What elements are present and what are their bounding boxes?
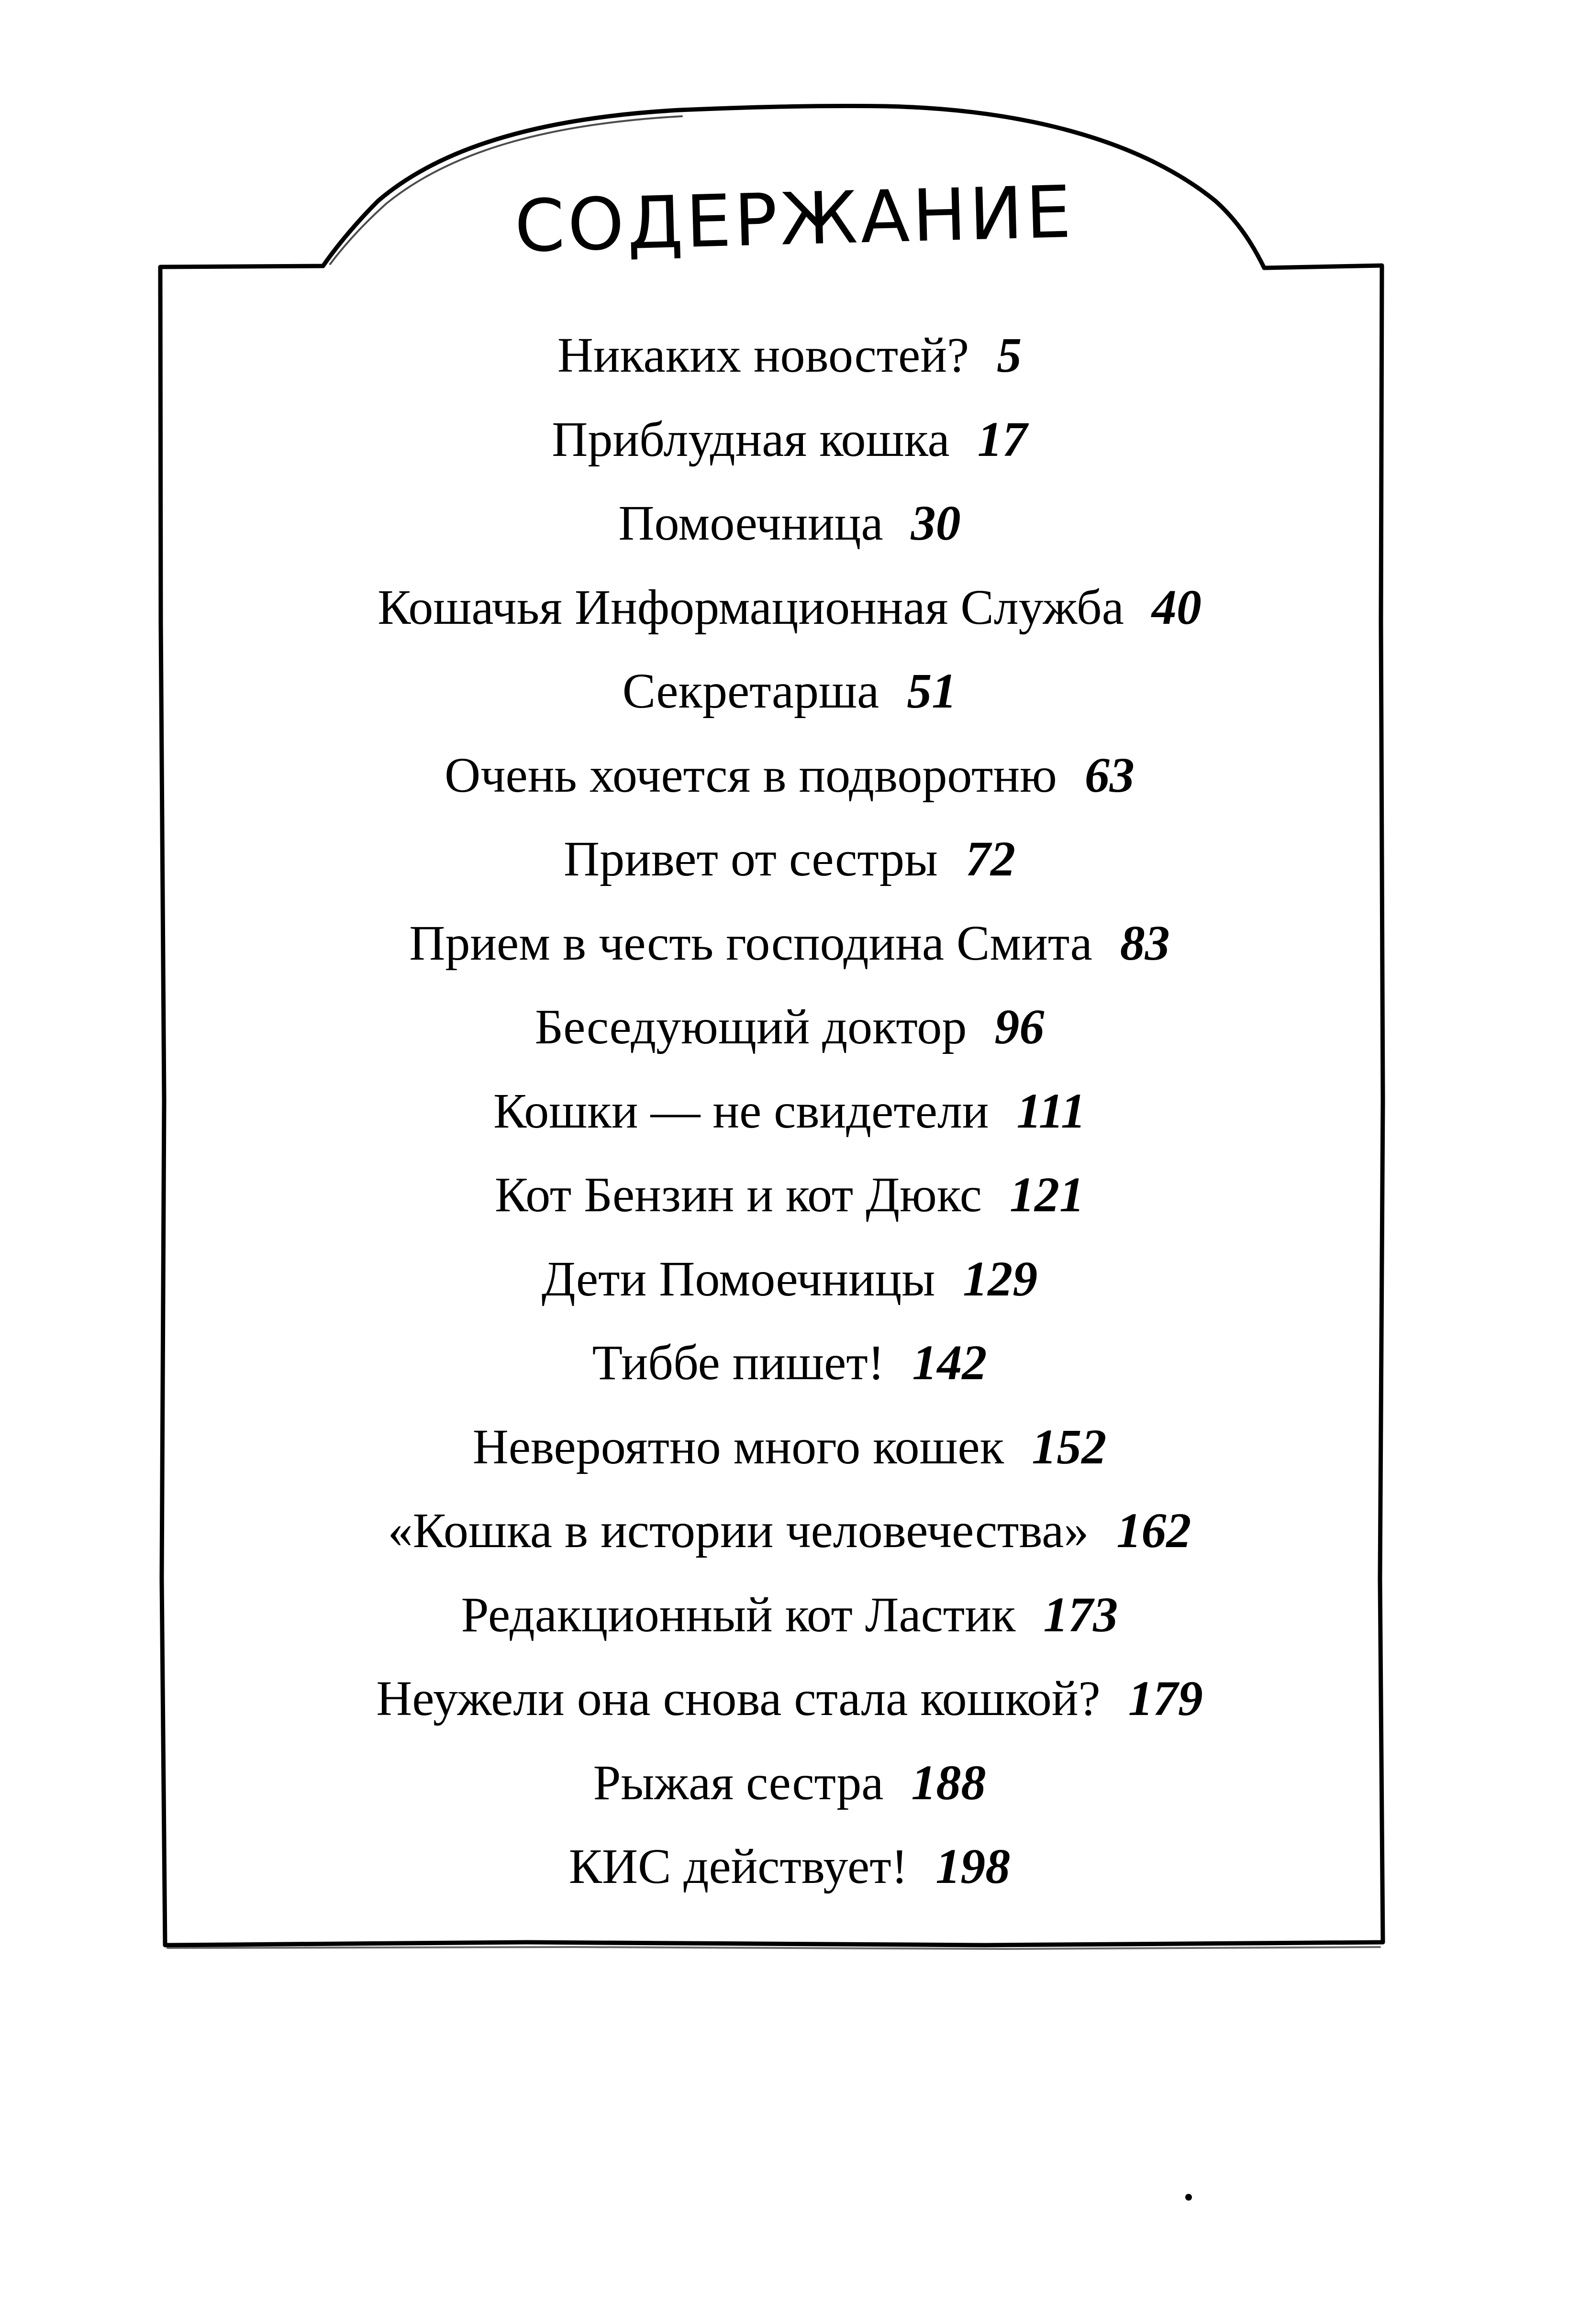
toc-entry-title: Редакционный кот Ластик xyxy=(461,1587,1016,1642)
toc-entry-page: 152 xyxy=(1032,1419,1107,1474)
toc-entry-title: Очень хочется в подворотню xyxy=(445,747,1057,803)
toc-entry xyxy=(182,1321,1397,1405)
toc-entry-title: Секретарша xyxy=(622,664,879,719)
toc-entry-page: 17 xyxy=(977,411,1027,467)
contents-title: СОДЕРЖАНИЕ xyxy=(513,170,1075,269)
toc-entry-page: 40 xyxy=(1151,579,1202,635)
toc-entry xyxy=(182,565,1397,650)
toc-entry xyxy=(182,1741,1397,1825)
toc-entry-title: Неужели она снова стала кошкой? xyxy=(376,1671,1101,1726)
toc-entry xyxy=(182,1657,1397,1741)
toc-entry xyxy=(182,1153,1397,1237)
toc-entry-page: 63 xyxy=(1084,747,1135,803)
toc-entry-page: 121 xyxy=(1009,1167,1084,1222)
toc-entry-title: Помоечница xyxy=(618,496,883,551)
toc-entry-title: Рыжая сестра xyxy=(593,1755,884,1810)
toc-entry xyxy=(182,1825,1397,1909)
toc-entry xyxy=(182,313,1397,398)
frame-bottom-stroke xyxy=(167,1947,1380,1949)
toc-entry xyxy=(182,1237,1397,1321)
toc-entry-page: 179 xyxy=(1128,1671,1203,1726)
toc-entry-title: КИС действует! xyxy=(568,1839,908,1894)
toc-entry-title: Кошки — не свидетели xyxy=(493,1083,989,1139)
toc-entry xyxy=(182,1489,1397,1573)
toc-entry-page: 5 xyxy=(997,328,1022,383)
toc-entry-page: 30 xyxy=(911,496,961,551)
toc-entry-title: Кот Бензин и кот Дюкс xyxy=(495,1167,982,1222)
toc-entry xyxy=(182,649,1397,733)
toc-entry-page: 142 xyxy=(912,1335,987,1390)
toc-entry-title: Беседующий доктор xyxy=(534,999,967,1054)
toc-entry xyxy=(182,901,1397,985)
toc-entry-title: Дети Помоечницы xyxy=(541,1251,935,1306)
toc-entry-title: Невероятно много кошек xyxy=(472,1419,1004,1474)
toc-entry-page: 129 xyxy=(963,1251,1038,1306)
toc-entry-title: «Кошка в истории человечества» xyxy=(388,1503,1089,1558)
toc-entry-page: 188 xyxy=(911,1755,986,1810)
toc-entry-page: 198 xyxy=(935,1839,1011,1894)
toc-entry xyxy=(182,1069,1397,1153)
toc-entry-page: 51 xyxy=(907,664,957,719)
toc-entry xyxy=(182,398,1397,482)
toc-entry-page: 96 xyxy=(994,999,1045,1054)
stray-dot xyxy=(1185,2194,1192,2201)
toc-entry-title: Никаких новостей? xyxy=(557,328,969,383)
toc-entry xyxy=(182,481,1397,565)
toc-entry-page: 83 xyxy=(1120,915,1170,971)
toc-entry-page: 111 xyxy=(1016,1083,1086,1139)
toc-entry xyxy=(182,985,1397,1069)
toc-entry-page: 72 xyxy=(965,831,1015,886)
toc-entry-page: 173 xyxy=(1043,1587,1118,1642)
toc-entry xyxy=(182,817,1397,901)
toc-entry xyxy=(182,1573,1397,1657)
toc-entry xyxy=(182,733,1397,818)
toc-entry-title: Прием в честь господина Смита xyxy=(409,915,1092,971)
toc-entry xyxy=(182,1405,1397,1489)
toc-entry-page: 162 xyxy=(1116,1503,1191,1558)
toc-entry-title: Приблудная кошка xyxy=(552,411,950,467)
toc-entry-title: Привет от сестры xyxy=(564,831,938,886)
toc-entry-title: Кошачья Информационная Служба xyxy=(378,579,1124,635)
toc-entry-title: Тиббе пишет! xyxy=(592,1335,885,1390)
table-of-contents xyxy=(182,313,1397,1909)
